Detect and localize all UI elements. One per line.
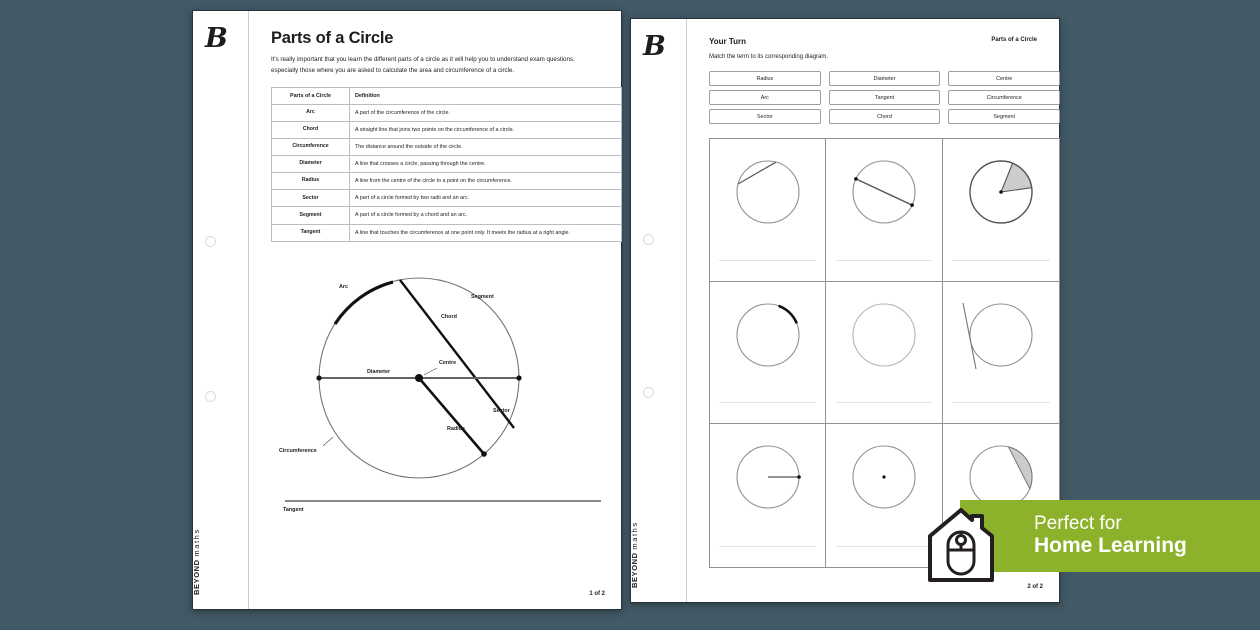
answer-line[interactable] [719, 546, 816, 547]
cell-term: Circumference [272, 139, 350, 156]
cell-definition: A line that touches the circumference at one point only. It meets the radius at a right angle. [350, 224, 622, 241]
cell-diagram-radius-line [719, 435, 817, 523]
page2-header-right: Parts of a Circle [991, 37, 1037, 43]
cell-diagram-sector-shaded [952, 150, 1050, 238]
binder-holes [193, 11, 229, 609]
answer-line[interactable] [952, 260, 1050, 261]
page2-header [709, 37, 1037, 46]
answer-line[interactable] [719, 402, 816, 403]
hole-punch-icon [643, 234, 654, 245]
centre-dot [415, 374, 423, 382]
table-row [272, 104, 622, 121]
page2-number: 2 of 2 [1027, 584, 1043, 590]
diameter-endpoint-dot [316, 375, 321, 380]
cell-definition: The distance around the outside of the circle. [350, 139, 622, 156]
diagram-label-circumference: Circumference [279, 447, 317, 454]
cell-diagram-circumference-plain [835, 293, 933, 381]
brand-name: BEYOND [192, 559, 201, 595]
binder-holes [631, 19, 667, 602]
shaded-segment [1008, 447, 1032, 489]
outline-circle [853, 304, 915, 366]
badge-text [1034, 514, 1187, 557]
term-box-circumference[interactable]: Circumference [948, 90, 1060, 105]
cell-term: Arc [272, 104, 350, 121]
diagram-cell-circumference-plain[interactable] [826, 282, 942, 425]
centre-leader-line [424, 368, 437, 375]
table-row [272, 224, 622, 241]
page1-number: 1 of 2 [589, 591, 605, 597]
answer-line[interactable] [952, 402, 1050, 403]
term-bank [709, 71, 1060, 124]
cell-definition: A line that crosses a circle, passing through the centre. [350, 156, 622, 173]
cell-diagram-diameter [835, 150, 933, 238]
term-box-segment[interactable]: Segment [948, 109, 1060, 124]
term-box-arc[interactable]: Arc [709, 90, 821, 105]
diagram-cell-chord-segment[interactable] [710, 139, 826, 282]
hole-punch-icon [205, 391, 216, 402]
cell-term: Diameter [272, 156, 350, 173]
outline-circle [737, 161, 799, 223]
cell-definition: A part of a circle formed by a chord and an arc. [350, 207, 622, 224]
term-box-diameter[interactable]: Diameter [829, 71, 941, 86]
hole-punch-icon [643, 387, 654, 398]
table-row [272, 139, 622, 156]
cell-term: Sector [272, 190, 350, 207]
cell-diagram-tangent-line [952, 293, 1050, 381]
answer-line[interactable] [719, 260, 816, 261]
brand-subject: maths [192, 528, 201, 557]
badge-line-2: Home Learning [1034, 533, 1187, 557]
beyond-logo-icon: B [643, 31, 666, 62]
brand-subject: maths [630, 521, 639, 550]
term-box-tangent[interactable]: Tangent [829, 90, 941, 105]
badge-line-1: Perfect for [1034, 513, 1122, 535]
radius-line [419, 378, 484, 454]
brand-name: BEYOND [630, 552, 639, 588]
radius-endpoint-dot [481, 451, 487, 457]
cell-definition: A part of the circumference of the circle. [350, 104, 622, 121]
your-turn-title: Your Turn [709, 37, 747, 46]
endpoint-dot [910, 203, 914, 207]
term-box-radius[interactable]: Radius [709, 71, 821, 86]
brand-spine-text [192, 528, 201, 595]
diagram-label-chord: Chord [441, 313, 457, 320]
arc-highlight [778, 306, 796, 324]
table-row [272, 207, 622, 224]
table-row [272, 173, 622, 190]
answer-line[interactable] [836, 546, 933, 547]
diagram-cell-tangent-line[interactable] [943, 282, 1059, 425]
page-title: Parts of a Circle [271, 29, 394, 47]
intro-paragraph: It's really important that you learn the different parts of a circle as it will help you to understand exam questions, especially those where you are asked to calculate the area and circumference of a circle. [271, 56, 575, 74]
hole-punch-icon [205, 236, 216, 247]
circle-diagram [271, 256, 622, 521]
diagram-label-diameter: Diameter [367, 368, 391, 375]
circle-diagram-svg [271, 256, 622, 521]
cell-term: Radius [272, 173, 350, 190]
term-row [709, 71, 1060, 86]
column-header-term: Parts of a Circle [272, 87, 350, 104]
column-header-definition: Definition [350, 87, 622, 104]
cell-diagram-arc-bold [719, 293, 817, 381]
home-learning-badge [960, 500, 1260, 572]
page1-spine [193, 11, 249, 609]
table-header-row [272, 87, 622, 104]
beyond-logo-icon: B [205, 23, 228, 54]
diagram-label-centre: Centre [439, 359, 457, 366]
brand-spine-text [630, 521, 639, 588]
tangent-line [963, 303, 976, 369]
cell-term: Tangent [272, 224, 350, 241]
centre-dot [999, 190, 1003, 194]
term-row [709, 109, 1060, 124]
diagram-cell-radius-line[interactable] [710, 424, 826, 567]
cell-term: Segment [272, 207, 350, 224]
term-box-chord[interactable]: Chord [829, 109, 941, 124]
table-row [272, 121, 622, 138]
cell-definition: A part of a circle formed by two radii and an arc. [350, 190, 622, 207]
term-box-sector[interactable]: Sector [709, 109, 821, 124]
diameter-endpoint-dot [516, 375, 521, 380]
table-row [272, 190, 622, 207]
answer-line[interactable] [836, 402, 933, 403]
cell-diagram-centre-dot [835, 435, 933, 523]
instruction-text: Match the term to its corresponding diagram. [709, 54, 829, 60]
diagram-label-radius: Radius [447, 425, 465, 432]
cell-diagram-chord-segment [719, 150, 817, 238]
answer-line[interactable] [836, 260, 933, 261]
page1-body [249, 11, 621, 609]
chord-line [400, 280, 514, 428]
cell-definition: A straight line that joins two points on the circumference of a circle. [350, 121, 622, 138]
diagram-cell-arc-bold[interactable] [710, 282, 826, 425]
endpoint-dot [797, 476, 801, 480]
endpoint-dot [854, 177, 858, 181]
cell-term: Chord [272, 121, 350, 138]
diagram-cell-diameter[interactable] [826, 139, 942, 282]
cell-definition: A line from the centre of the circle to a point on the circumference. [350, 173, 622, 190]
diagram-label-arc: Arc [339, 283, 348, 290]
term-box-centre[interactable]: Centre [948, 71, 1060, 86]
term-row [709, 90, 1060, 105]
diameter-line [856, 179, 912, 205]
diagram-label-sector: Sector [493, 407, 510, 414]
worksheet-page-1 [192, 10, 622, 610]
house-mouse-icon [924, 506, 998, 584]
outline-circle [970, 304, 1032, 366]
shaded-sector [1001, 163, 1032, 192]
page2-spine [631, 19, 687, 602]
centre-dot [882, 476, 885, 479]
definitions-table [271, 87, 622, 242]
diagram-cell-sector-shaded[interactable] [943, 139, 1059, 282]
diagram-label-tangent: Tangent [283, 506, 304, 513]
diagram-label-segment: Segment [471, 293, 494, 300]
table-row [272, 156, 622, 173]
circumference-leader-line [323, 437, 333, 446]
